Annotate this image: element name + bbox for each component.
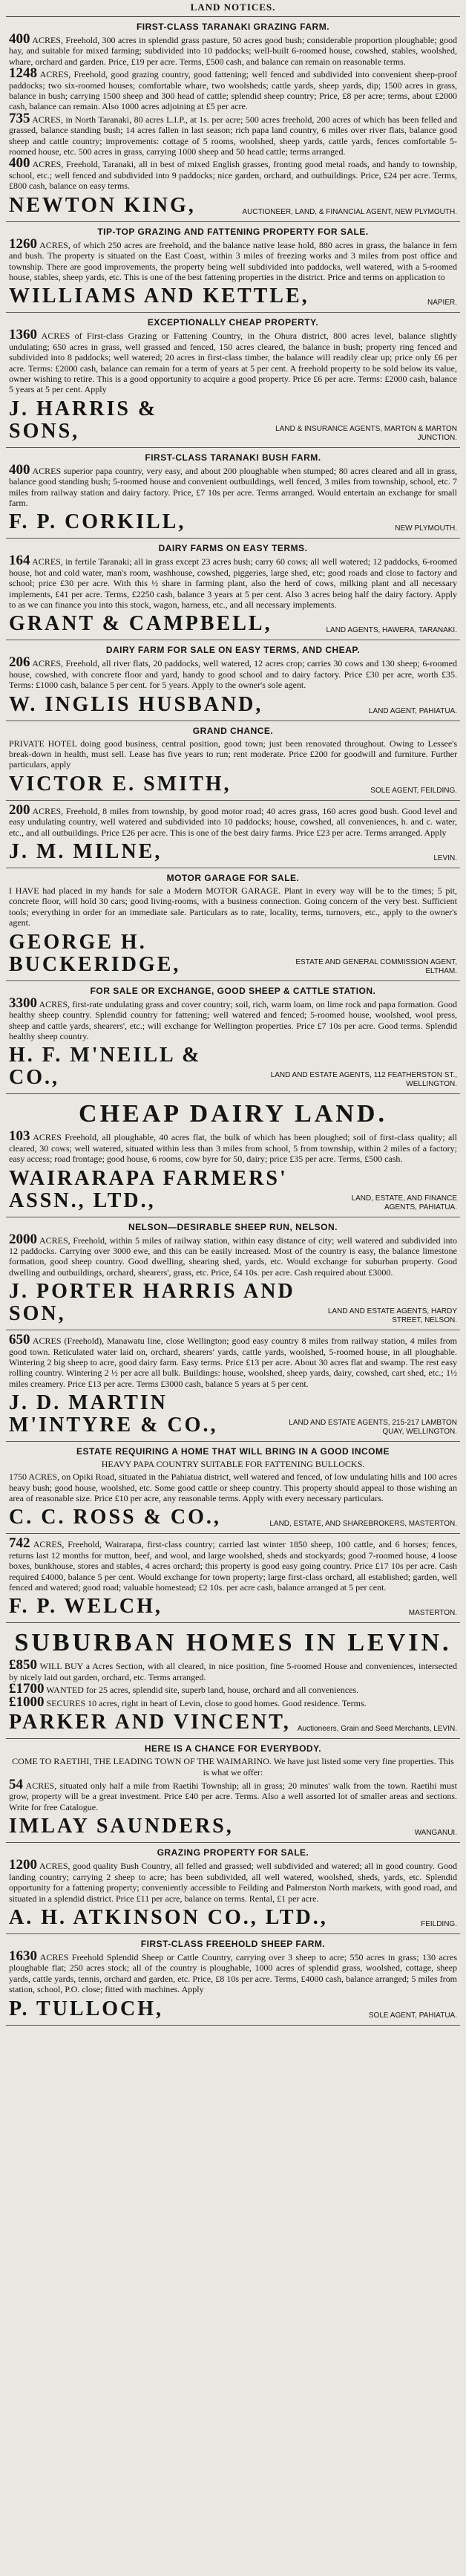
ad-heading: HERE IS A CHANCE FOR EVERYBODY. xyxy=(144,1743,322,1754)
agent-name: GRANT & CAMPBELL, xyxy=(9,612,272,636)
agent-title: LAND AGENT, PAHIATUA. xyxy=(368,706,457,715)
agent-name: C. C. ROSS & CO., xyxy=(9,1506,221,1529)
ad-paragraph xyxy=(9,1471,457,1503)
agent-title: LAND, ESTATE, AND SHAREBROKERS, MASTERTON. xyxy=(269,1520,457,1529)
ad-paragraph xyxy=(9,235,458,283)
ad-lead-number: 735 xyxy=(9,110,30,126)
agent-name: P. TULLOCH, xyxy=(9,1997,164,2020)
agent-name: GEORGE H. BUCKERIDGE, xyxy=(9,930,181,976)
ad-body-text: ACRES, situated only half a mile from Raetihi Township; all in grass; 20 minutes' walk from the town. Raetihi must grow, property will be a great investment. Price £40 per acre. Terms. Also a well assorted lot of smaller areas and sections. Write for free Catalogue. xyxy=(9,1780,458,1812)
ad-heading: GRAZING PROPERTY FOR SALE. xyxy=(157,1847,309,1858)
ad-paragraph xyxy=(9,31,457,67)
ad-paragraph xyxy=(9,738,457,770)
ad-paragraph xyxy=(9,1777,458,1812)
ad-paragraph xyxy=(9,65,457,112)
ad-signature-row xyxy=(9,1907,457,1929)
ad-heading: FOR SALE OR EXCHANGE, GOOD SHEEP & CATTLE STATION. xyxy=(90,985,376,996)
ad-lead-number: 1200 xyxy=(9,1857,37,1873)
agent-title: Auctioneers, Grain and Seed Merchants, LEVIN. xyxy=(297,1725,457,1734)
ad-signature-row xyxy=(9,694,457,716)
ad-body-text: ACRES (Freehold), Manawatu line, close Wellington; good easy country 8 miles from railway station, 4 miles from good town. Reticulated water laid on, orchard, shearers' yards, cattle yards, woolshed, 5-roomed house, in all ploughable. Wintering 2 big sheep to acre, good dairy farm. Easy terms. Price £13 per acre. About 30 acres flat and swamp. The rest easy rolling country. Wintering 2 ½ per acre all bulk. Buildings: house, woolshed, sheep yards, dairy, cowshed, cart shed, etc.; 1½ miles creamery. Price £13 per acre. Terms £3000 cash, balance 5 years at 5 per cent. xyxy=(9,1336,457,1389)
ad-heading: MOTOR GARAGE FOR SALE. xyxy=(166,873,300,884)
advertisement xyxy=(6,1217,460,1331)
ad-body-text: ACRES, Freehold, 300 acres in splendid grass pasture, 50 acres good bush; considerable proportion ploughable; good hay, and suitable for mixed farming; subdivided into 10 paddocks; well-built 6-roomed house, cowshed, stables, woolshed, whare, orchard and garden. Price, £19 per acre. Terms, £500 cash, and balance can remain on reasonable terms. xyxy=(9,35,457,67)
ad-signature-row xyxy=(9,931,457,976)
ad-lead-number: 206 xyxy=(9,654,30,671)
agent-title: LAND AND ESTATE AGENTS, HARDY STREET, NELSON. xyxy=(327,1307,457,1325)
agent-name: J. HARRIS & SONS, xyxy=(9,397,158,443)
ad-paragraph xyxy=(9,995,457,1042)
ad-body-text: ACRES, good quality Bush Country, all felled and grassed; well subdivided and watered; all in good country. Good landing country; carrying 2 sheep to acre; has been subdivided, all well watered, woolshed, sheds, yards, etc. Splendid opportunity for a fattening property; conveniently accessible to Feilding and Palmerston North markets, with good road, and situated in a splendid district. Price £11 per acre, balance on terms. Rental, £1 per acre. xyxy=(9,1861,457,1904)
agent-title: ESTATE AND GENERAL COMMISSION AGENT, ELTHAM. xyxy=(295,957,457,975)
ad-lead-number: 400 xyxy=(9,155,30,172)
ad-signature-row xyxy=(9,1711,457,1734)
agent-name: NEWTON KING, xyxy=(9,193,196,217)
ad-paragraph xyxy=(9,885,457,928)
ad-signature-row xyxy=(9,1998,457,2020)
ad-paragraph xyxy=(9,1657,457,1682)
agent-name: A. H. ATKINSON CO., LTD., xyxy=(9,1905,328,1929)
ad-signature-row xyxy=(9,511,457,533)
ad-body-text: I HAVE had placed in my hands for sale a Modern MOTOR GARAGE. Plant in every way will be to the times; 5 pit, concrete floor, will hold 30 cars; good living-rooms, with a business connection. Going concern of the very best. Sufficient tools; everything in order for an immediate sale. Particulars as to rate, locality, terms, turnovers, etc., apply to the owner's agent. xyxy=(9,885,457,928)
newspaper-page xyxy=(6,0,460,2026)
ad-body-text: SECURES 10 acres, right in heart of Levin, close to good homes. Good residence. Terms. xyxy=(46,1697,367,1708)
agent-name: W. INGLIS HUSBAND, xyxy=(9,692,263,716)
ad-heading: DAIRY FARM FOR SALE ON EASY TERMS, AND CHEAP. xyxy=(105,645,361,656)
ad-signature-row xyxy=(9,1506,457,1529)
advertisement xyxy=(6,640,460,721)
agent-title: LAND AND ESTATE AGENTS, 112 FEATHERSTON ST., WELLINGTON. xyxy=(270,1071,457,1089)
ad-body-text: ACRES, of which 250 acres are freehold, and the balance native lease hold, 880 acres in grass, the balance in fern and bush. The property is situated on the East Coast, within 3 miles of freezing works and 3 miles from post office and township. There are good improvements, the property being well subdivided into paddocks, well watered, with a 5-roomed house, stables, sheep yards, etc. This is one of the best fattening properties in the district. Price and terms on application to xyxy=(9,239,458,282)
advertisement xyxy=(6,1094,460,1217)
ad-paragraph xyxy=(9,801,457,838)
agent-name: J. PORTER HARRIS AND SON, xyxy=(9,1280,295,1326)
advertisement xyxy=(6,1739,460,1843)
ad-body-text: ACRES Freehold, all ploughable, 40 acres flat, the bulk of which has been ploughed; soil of first-class quality; all cleared, 30 cows; well watered, situated within less than 3 miles from school, 5 from township, within 2 miles of a factory; easy access; road frontage; good house, 6 rooms, cow byre for 50, dairy; price £35 per acre. Terms, £500 cash. xyxy=(9,1132,458,1165)
advertisement xyxy=(6,313,460,447)
ad-signature-row xyxy=(9,1596,457,1618)
agent-title: LAND, ESTATE, AND FINANCE AGENTS, PAHIATUA. xyxy=(351,1194,457,1211)
ad-lead-number: £1700 xyxy=(9,1681,45,1697)
agent-name: H. F. M'NEILL & CO., xyxy=(9,1044,202,1090)
ad-heading: FIRST-CLASS FREEHOLD SHEEP FARM. xyxy=(140,1938,326,1949)
advertisement xyxy=(6,1934,460,2026)
ad-signature-row xyxy=(9,285,457,308)
ad-paragraph xyxy=(9,1535,457,1593)
agent-title: LEVIN. xyxy=(433,854,457,863)
agent-name: J. M. MILNE, xyxy=(9,840,163,864)
agent-title: LAND AGENTS, HAWERA, TARANAKI. xyxy=(326,626,457,635)
ad-paragraph xyxy=(9,1128,458,1165)
agent-title: SOLE AGENT, PAHIATUA. xyxy=(368,2011,457,2020)
ad-paragraph xyxy=(9,553,457,610)
ad-signature-row xyxy=(9,841,457,863)
agent-title: AUCTIONEER, LAND, & FINANCIAL AGENT, NEW PLYMOUTH. xyxy=(242,207,457,216)
ad-body-text: ACRES Freehold Splendid Sheep or Cattle Country, carrying over 3 sheep to acre; 550 acres in grass; 130 acres ploughable flat; 250 acres stock; all of the country is ploughable, 1000 acres of splendid grass, woolshed, cottage, sheep yards, cattle yards, tennis, orchard and garden, etc. Price, £8 10s per acre. Terms, £4000 cash, balance arranged; 5 miles from station, school, P.O. close; fitted with machines. Apply xyxy=(9,1951,457,1995)
ad-heading: DAIRY FARMS ON EASY TERMS. xyxy=(158,543,308,554)
ad-lead-number: £1000 xyxy=(9,1694,45,1710)
ad-lead-number: 400 xyxy=(9,461,30,478)
agent-title: MASTERTON. xyxy=(408,1609,457,1618)
ad-paragraph xyxy=(9,1948,457,1995)
advertisement xyxy=(6,801,460,868)
agent-title: LAND AND ESTATE AGENTS, 215-217 LAMBTON QUAY, WELLINGTON. xyxy=(289,1419,457,1437)
ad-lead-number: 54 xyxy=(9,1777,23,1793)
ad-subheading: COME TO RAETIHI, THE LEADING TOWN OF THE WAIMARINO. We have just listed some very fine properties. This is what we offer: xyxy=(12,1756,454,1778)
ad-signature-row xyxy=(9,1281,457,1325)
ad-body-text: ACRES, in North Taranaki, 80 acres L.I.P., at 1s. per acre; 500 acres freehold, 200 acres of which has been felled and grassed, balance standing bush; 14 acres fallen in last season; rich papa land country, 6 miles over river flats, balance good sheep and cattle country; improvements: cottage of 5 rooms, woolshed, sheep yards, cattle yards, fences comfortable 5-roomed house, etc. 500 acres in grass, carrying 1000 sheep and 50 head cattle; terms arranged. xyxy=(9,114,457,157)
ad-lead-number: 742 xyxy=(9,1535,30,1552)
ad-paragraph xyxy=(9,461,457,509)
agent-name: J. D. MARTIN M'INTYRE & CO., xyxy=(9,1391,218,1437)
advertisement xyxy=(6,17,460,222)
ad-lead-number: 164 xyxy=(9,553,30,569)
advertisement xyxy=(6,222,460,313)
ad-signature-row xyxy=(9,1815,457,1838)
ad-lead-number: 650 xyxy=(9,1332,30,1348)
ad-body-text: WILL BUY a Acres Section, with all cleared, in nice position, fine 5-roomed House and conveniences, intersected by nicely laid out garden, orchard, etc. Terms arranged. xyxy=(9,1661,457,1682)
ad-signature-row xyxy=(9,773,457,796)
ad-paragraph xyxy=(9,110,457,157)
ad-lead-number: 1248 xyxy=(9,65,37,82)
ad-lead-number: 1630 xyxy=(9,1948,37,1964)
ad-body-text: WANTED for 25 acres, splendid site, superb land, house, orchard and all conveniences. xyxy=(46,1685,359,1696)
page-header: LAND NOTICES. xyxy=(6,0,460,17)
agent-title: LAND & INSURANCE AGENTS, MARTON & MARTON JUNCTION. xyxy=(275,424,457,442)
ad-signature-row xyxy=(9,1168,457,1212)
ad-signature-row xyxy=(9,195,457,217)
ad-heading: ESTATE REQUIRING A HOME THAT WILL BRING IN A GOOD INCOME xyxy=(76,1446,390,1457)
ad-signature-row xyxy=(9,1392,457,1437)
advertisement xyxy=(6,868,460,981)
advertisement xyxy=(6,539,460,640)
ad-paragraph xyxy=(9,1231,457,1278)
ad-body-text: ACRES, in fertile Taranaki; all in grass except 23 acres bush; carry 60 cows; all well watered; 12 paddocks, 6-roomed house, hot and cold water, man's room, washhouse, cowshed, piggeries, large shed, etc; good roads and close to factory and school; price £30 per acre. With this ½ share in farming plant, also the herd of cows, milking plant and all necessary implements, £41 per acre. Terms, £2250 cash, balance 3 years at 5 per cent. Also 3 acres being half the dairy factory. Apply to as we can finance you into this stock, wagon, harness, etc., and all necessary implements. xyxy=(9,556,457,610)
advertisement xyxy=(6,1623,460,1739)
ad-heading: GRAND CHANCE. xyxy=(192,725,274,736)
advertisement xyxy=(6,1534,460,1623)
agent-title: NEW PLYMOUTH. xyxy=(395,524,457,533)
ad-banner: SUBURBAN HOMES IN LEVIN. xyxy=(14,1629,452,1657)
ad-body-text: ACRES, Freehold, Wairarapa, first-class country; carried last winter 1850 sheep, 100 cattle, and 6 horses; fences, returns last 12 months for mutton, beef, and wool, and large woolshed, sheds and stockyards; good 7-roomed house, 4 loose boxes, bunkhouse, stores and stables, 4 acres orchard; this property is good easy going country. Price £17 10s per acre. Cash required £4000, balance 5 per cent. Would exchange for town property; large first-class orchard, all established; garden, well fenced and watered; good road; valuable homestead; £2 10s. per acre cash, balance arranged at 5 per cent. xyxy=(9,1539,457,1593)
ad-lead-number: £850 xyxy=(9,1657,37,1674)
advertisement xyxy=(6,981,460,1095)
ad-signature-row xyxy=(9,1044,457,1089)
agent-name: WAIRARAPA FARMERS' ASSN., LTD., xyxy=(9,1166,288,1212)
ad-heading: TIP-TOP GRAZING AND FATTENING PROPERTY FOR SALE. xyxy=(97,226,369,237)
ad-heading: EXCEPTIONALLY CHEAP PROPERTY. xyxy=(147,317,319,328)
ad-paragraph xyxy=(9,155,457,192)
agent-name: IMLAY SAUNDERS, xyxy=(9,1815,234,1838)
agent-name: F. P. WELCH, xyxy=(9,1595,163,1619)
ad-body-text: ACRES, Freehold, 8 miles from township, by good motor road; 40 acres grass, 160 acres good bush. Good level and easy undulating country, well watered and subdivided into 10 paddocks; house, cowshed, all conveniences, h. and c. water, etc., and all outbuildings. Price £26 per acre. This is one of the best dairy farms. Price £23 per acre. Terms arranged. Apply xyxy=(9,805,457,838)
ad-banner: CHEAP DAIRY LAND. xyxy=(79,1100,387,1128)
advertisement xyxy=(6,1843,460,1934)
ad-signature-row xyxy=(9,398,457,443)
ad-heading: NELSON—DESIRABLE SHEEP RUN, NELSON. xyxy=(128,1221,338,1232)
agent-title: SOLE AGENT, FEILDING. xyxy=(370,786,457,795)
ad-lead-number: 2000 xyxy=(9,1231,37,1247)
ad-body-text: ACRES of First-class Grazing or Fattening Country, in the Ohura district, 800 acres level, balance slightly undulating; 650 acres in grass, well grassed and fenced, 150 acres cleared, the balance in bush; property ring fenced and subdivided into 8 paddocks; well watered; 20 acres in first-class timber, the balance will readily clear up; price only £6 per acre. Terms: £2000 cash, balance can remain for a term of years at 5 per cent. A freehold property to be sold below its value, owner wishing to retire. This is a good opportunity to acquire a good property. Price £6 per acre. Terms: £2000 cash, balance 5 years at 5 per cent. Apply xyxy=(9,331,458,395)
ad-signature-row xyxy=(9,613,457,635)
ad-paragraph xyxy=(9,1694,457,1710)
ad-body-text: PRIVATE HOTEL doing good business, central position, good town; just been renovated throughout. Owing to Lessee's break-down in health, must sell. Lease has five years to run; rent moderate. Price £200 for goodwill and furniture. Further particulars, apply xyxy=(9,738,457,770)
ad-heading: FIRST-CLASS TARANAKI GRAZING FARM. xyxy=(136,22,330,32)
advertisement xyxy=(6,448,460,539)
ad-paragraph xyxy=(9,1332,457,1389)
agent-name: WILLIAMS AND KETTLE, xyxy=(9,284,309,308)
ad-heading: FIRST-CLASS TARANAKI BUSH FARM. xyxy=(145,452,321,463)
ad-lead-number: 1260 xyxy=(9,235,37,252)
advertisement xyxy=(6,1442,460,1534)
ads-column xyxy=(6,17,460,2026)
ad-lead-number: 103 xyxy=(9,1128,30,1145)
agent-name: PARKER AND VINCENT, xyxy=(9,1711,291,1734)
agent-title: NAPIER. xyxy=(427,299,457,308)
ad-body-text: ACRES, Freehold, within 5 miles of railway station, within easy distance of city; well watered and subdivided into 12 paddocks. Carrying over 3000 ewe, and this can be easily increased. Most of the country is easy, the balance limestone formation, good sheep country. Good dwelling, shearing shed, yards, etc. Would exchange for suburban property. Good dwelling and outbuildings, orchard, shearers', grass, etc. Price, £4 10s. per acre. Cash required about £3000. xyxy=(9,1235,457,1278)
agent-name: VICTOR E. SMITH, xyxy=(9,772,232,796)
agent-name: F. P. CORKILL, xyxy=(9,510,186,534)
advertisement xyxy=(6,721,460,801)
ad-body-text: 1750 ACRES, on Opiki Road, situated in the Pahiatua district, well watered and fenced, of low undulating hills and 100 acres heavy bush; good house, woolshed, etc. Some good cattle or sheep country. This property should appeal to those wishing an area of reasonable size. Price £10 per acre, any reasonable terms. Apply with every necessary particulars. xyxy=(9,1471,457,1503)
ad-paragraph xyxy=(9,1857,457,1904)
ad-lead-number: 200 xyxy=(9,801,30,818)
advertisement xyxy=(6,1330,460,1442)
ad-lead-number: 400 xyxy=(9,31,30,47)
ad-body-text: ACRES, Freehold, all river flats, 20 paddocks, well watered, 12 acres crop; carries 30 cows and 130 sheep; 6-roomed house, cowshed, with concrete floor and yard, handy to good school and to dairy factory. Price £30 per acre, worth £35. Terms: £1000 cash, balance 5 per cent. for 5 years. Apply to the owner's sole agent. xyxy=(9,658,457,691)
ad-paragraph xyxy=(9,654,457,691)
ad-subheading: HEAVY PAPA COUNTRY SUITABLE FOR FATTENING BULLOCKS. xyxy=(101,1459,365,1470)
agent-title: WANGANUI. xyxy=(414,1829,457,1838)
ad-body-text: ACRES, Freehold, Taranaki, all in best of mixed English grasses, fronting good metal roads, and handy to township, school, etc.; well fenced and subdivided into 9 paddocks; nice garden, orchard, and outbuildings. Price, £24 per acre. Terms, £800 cash, balance on easy terms. xyxy=(9,159,457,192)
ad-body-text: ACRES, Freehold, good grazing country, good fattening; well fenced and subdivided into convenient sheep-proof paddocks; two six-roomed houses; comfortable whare, two woolsheds; cattle yards, sheep yards, dip; 1500 acres in grass, balance in bush; carrying 1500 sheep and 300 head of cattle; splendid sheep country; Price, £8 per acre; terms, about £2000 cash, balance can remain. Also 1000 acres adjoining at £5 per acre. xyxy=(9,69,457,112)
ad-paragraph xyxy=(9,327,458,395)
ad-lead-number: 3300 xyxy=(9,995,37,1011)
ad-body-text: ACRES, first-rate undulating grass and cover country; soil, rich, warm loam, on lime rock and papa formation. Good healthy sheep country. Splendid country for fattening; well watered and fenced; 5-roomed house, woolshed, wool press, sheep and cattle yards, shearers', etc.; will exchange for Wellington properties. Price £7 10s per acre. Good terms. Splendid healthy sheep country. xyxy=(9,998,457,1041)
ad-body-text: ACRES superior papa country, very easy, and about 200 ploughable when stumped; 80 acres cleared and all in grass, balance good standing bush; 5-roomed house and convenient outbuildings, well fenced, 3 miles from township, school, etc. 7 miles from railway station and dairy factory. Price, £7 10s per acre. Terms arranged. Would entertain an exchange for small farm. xyxy=(9,465,457,508)
agent-title: FEILDING. xyxy=(421,1919,457,1928)
ad-paragraph xyxy=(9,1681,457,1697)
ad-lead-number: 1360 xyxy=(9,327,37,343)
